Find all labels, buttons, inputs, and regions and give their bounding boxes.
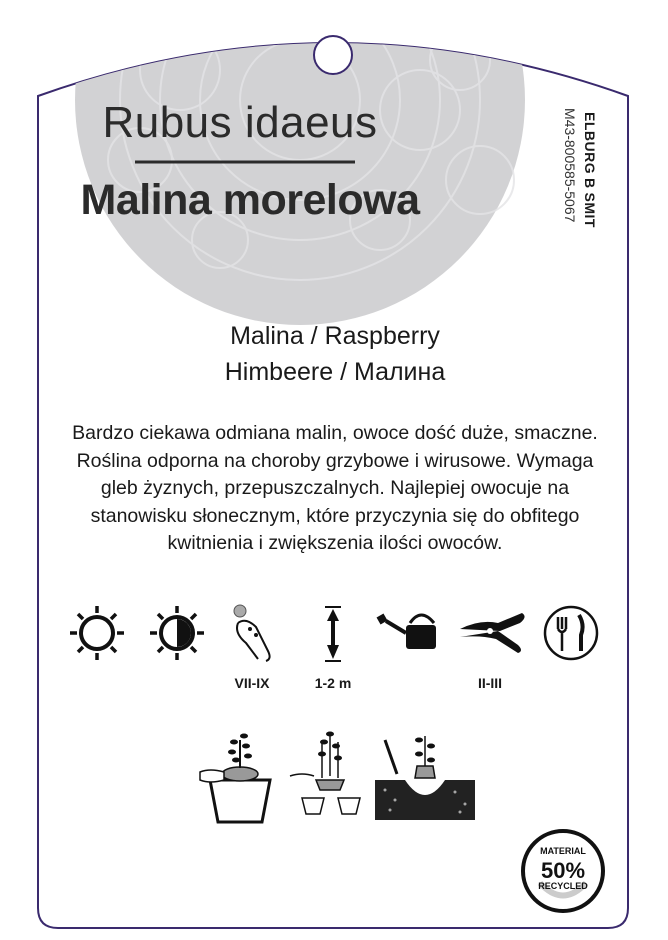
recycled-badge [520, 828, 606, 914]
harvest-caption: VII-IX [234, 675, 270, 691]
plant-description: Bardzo ciekawa odmiana malin, owoce dość duże, smaczne. Roślina odporna na choroby grzybowe i wirusowe. Wymaga gleb żyznych, przepuszczalnych. Najlepiej owocuje na stanowisku słonecznym, które przyczynia się do obfitego kwitnienia i zwiększenia ilości owoców. [72, 422, 598, 554]
brand-name [582, 112, 598, 332]
height-caption: 1-2 m [314, 675, 352, 691]
names-line-2: Himbeere / Малина [224, 358, 446, 386]
badge-percent: 50% [540, 858, 586, 883]
badge-top-text: MATERIAL [540, 846, 586, 856]
names-line-1: Malina / Raspberry [230, 322, 440, 350]
brand-text: ELBURG [582, 112, 598, 175]
brand-suffix: SMIT [582, 192, 598, 228]
common-name: Malina morelowa [80, 176, 420, 224]
pruning-caption: II-III [477, 675, 503, 691]
badge-bottom-text: RECYCLED [538, 881, 588, 891]
brand-symbol: B [582, 178, 598, 189]
hang-hole [314, 36, 352, 74]
latin-name: Rubus idaeus [102, 98, 378, 147]
product-code: M43-800585-5067 [562, 108, 578, 223]
